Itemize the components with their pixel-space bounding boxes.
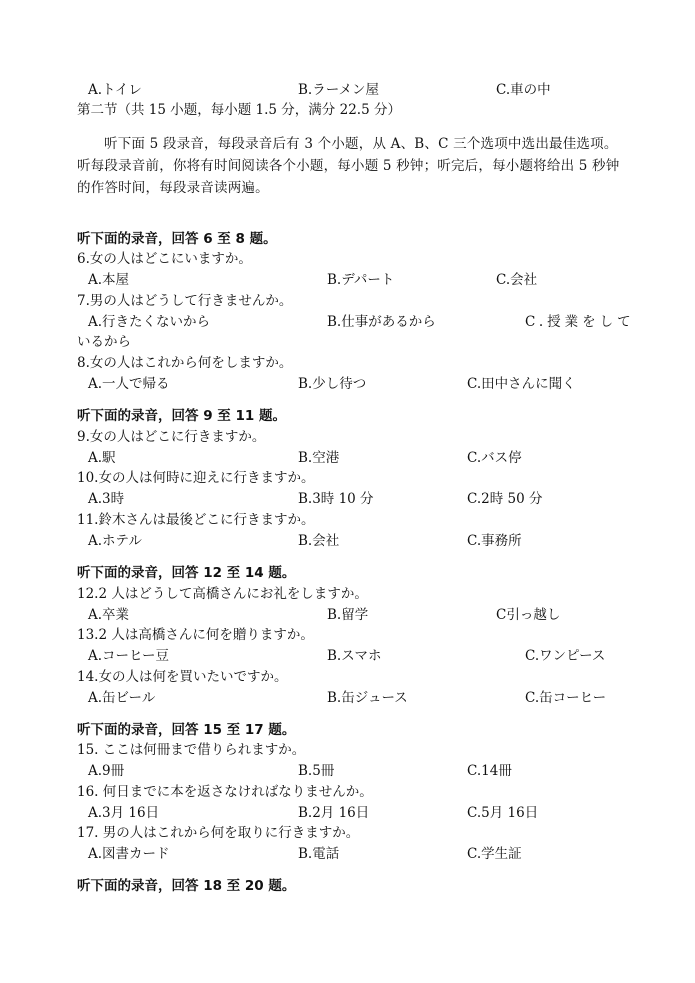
choice-a: A.ホテル: [88, 533, 142, 549]
question: 8.女の人はこれから何をしますか。: [77, 355, 293, 371]
choice-c: C.バス停: [467, 450, 522, 466]
option-b: B.ラーメン屋: [298, 82, 380, 98]
option-c: C.車の中: [496, 82, 551, 98]
choice-a: A.一人で帰る: [88, 376, 170, 392]
choice-c: C引っ越し: [496, 607, 561, 623]
choice-c: C.ワンピース: [525, 648, 606, 664]
choice-b: B.仕事があるから: [327, 314, 436, 330]
question: 17. 男の人はこれから何を取りに行きますか。: [77, 825, 360, 841]
choice-c: C.田中さんに聞く: [467, 376, 576, 392]
choice-c: C.2時 50 分: [467, 491, 543, 507]
choice-a: A.駅: [88, 450, 116, 466]
choice-c: C.缶コーヒー: [525, 690, 607, 706]
question: 9.女の人はどこに行きますか。: [77, 429, 266, 445]
question: 13.2 人は高橋さんに何を贈りますか。: [77, 627, 314, 643]
question: 14.女の人は何を買いたいですか。: [77, 669, 288, 685]
choice-c: C.5月 16日: [467, 805, 539, 821]
question: 7.男の人はどうして行きませんか。: [77, 293, 293, 309]
group-heading: 听下面的录音，回答 18 至 20 题。: [77, 878, 296, 894]
choice-b: B.缶ジュース: [327, 690, 408, 706]
choice-a: A.本屋: [88, 272, 130, 288]
choice-c: C.会社: [496, 272, 538, 288]
group-heading: 听下面的录音，回答 9 至 11 题。: [77, 408, 286, 424]
choice-b: B.少し待つ: [298, 376, 367, 392]
choice-a: A.卒業: [88, 607, 130, 623]
choice-c: C.授業をして: [525, 314, 635, 330]
group-heading: 听下面的录音，回答 6 至 8 题。: [77, 231, 277, 247]
choice-c: C.事務所: [467, 533, 522, 549]
question: 6.女の人はどこにいますか。: [77, 251, 252, 267]
question: 12.2 人はどうして高橋さんにお礼をしますか。: [77, 586, 368, 602]
question: 10.女の人は何時に迎えに行きますか。: [77, 470, 315, 486]
choice-b: B.スマホ: [327, 648, 382, 664]
section-title: 第二节（共 15 小题，每小题 1.5 分，满分 22.5 分）: [77, 102, 401, 118]
instructions: 听下面 5 段录音，每段录音后有 3 个小题，从 A、B、C 三个选项中选出最佳选项。听每段录音前，你将有时间阅读各个小题，每小题 5 秒钟；听完后，每小题将给出 5 秒钟的作答时间，每段录音读两遍。: [77, 136, 620, 196]
choice-a: A.行きたくないから: [88, 314, 211, 330]
choice-b: B.留学: [327, 607, 369, 623]
group-heading: 听下面的录音，回答 15 至 17 题。: [77, 722, 296, 738]
question: 11.鈴木さんは最後どこに行きますか。: [77, 512, 315, 528]
option-a: A.トイレ: [88, 82, 142, 98]
question: 15. ここは何冊まで借りられますか。: [77, 742, 306, 758]
choice-a: A.9冊: [88, 763, 125, 779]
group-heading: 听下面的录音，回答 12 至 14 题。: [77, 565, 296, 581]
choice-b: B.3時 10 分: [298, 491, 374, 507]
choice-c: C.14冊: [467, 763, 512, 779]
choice-a: A.缶ビール: [88, 690, 156, 706]
question: 16. 何日までに本を返さなければなりませんか。: [77, 784, 373, 800]
choice-b: B.電話: [298, 846, 340, 862]
choice-b: B.空港: [298, 450, 340, 466]
choice-a: A.3時: [88, 491, 125, 507]
choice-a: A.図書カード: [88, 846, 170, 862]
choice-c-continued: いるから: [77, 334, 131, 350]
choice-b: B.2月 16日: [298, 805, 370, 821]
choice-b: B.デパート: [327, 272, 395, 288]
choice-a: A.コーヒー豆: [88, 648, 170, 664]
choice-c: C.学生証: [467, 846, 522, 862]
choice-b: B.5冊: [298, 763, 335, 779]
choice-a: A.3月 16日: [88, 805, 160, 821]
choice-b: B.会社: [298, 533, 340, 549]
